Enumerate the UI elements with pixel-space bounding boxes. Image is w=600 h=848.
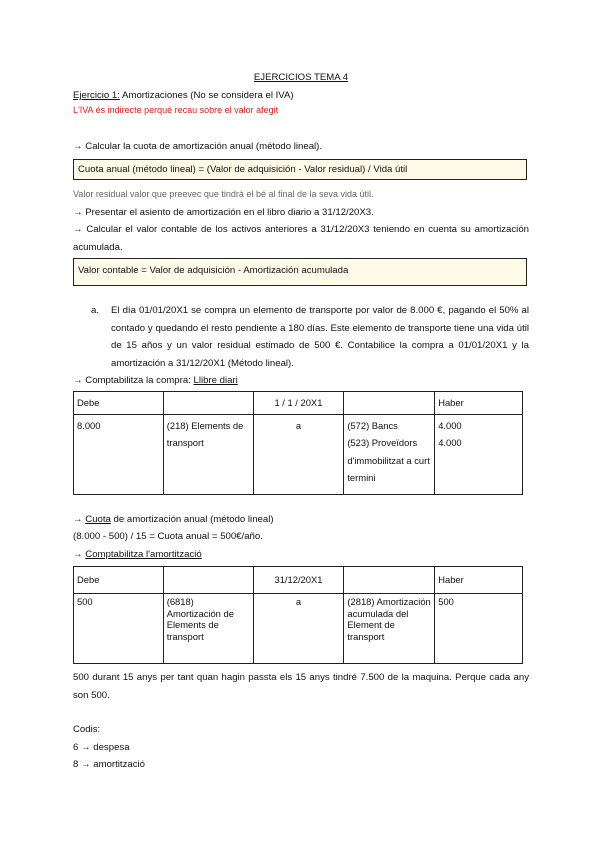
debe-amount: 500 — [74, 594, 164, 664]
quota-link: Cuota — [85, 514, 111, 525]
amortization-journal-table — [73, 566, 523, 664]
present-entry-instruction: → Presentar el asiento de amortización en el libro diario a 31/12/20X3. — [73, 207, 374, 218]
header-blank-1 — [163, 567, 253, 594]
haber-amount-2: 4.000 — [438, 437, 462, 448]
conclusion-text: 500 durant 15 anys per tant quan hagin passta els 15 anys tindré 7.500 de la maquina. Perque cada any son 500. — [73, 672, 529, 701]
formula-quota-box: Cuota anual (método lineal) = (Valor de adquisición - Valor residual) / Vida útil — [73, 159, 527, 180]
llibre-diari-label: Llibre diari — [193, 375, 238, 386]
header-blank-2 — [344, 567, 435, 594]
table-header-row — [74, 392, 523, 415]
amortization-heading — [73, 548, 202, 561]
purchase-journal-table — [73, 391, 523, 495]
quota-heading-prefix: → — [73, 514, 86, 525]
haber-amount-1: 4.000 — [438, 419, 462, 431]
codes-label: Codis: — [73, 724, 101, 735]
header-blank-1 — [163, 392, 253, 415]
header-date: 1 / 1 / 20X1 — [253, 392, 344, 415]
formula-value-box: Valor contable = Valor de adquisición - Amortización acumulada — [73, 258, 527, 286]
credit-account-bancs: (572) Bancs — [347, 419, 398, 431]
header-debe: Debe — [74, 567, 164, 594]
item-a-text: El día 01/01/20X1 se compra un elemento de transporte por valor de 8.000 €, pagando el 50% al contado y quedando el resto pendiente a 180 días. Este elemento de transporte tiene una vida útil de 15 años y un valor residual estimado de 500 €. Contabilice la compra a 01/01/20X1 y la amortización a 31/12/20X1 (Método lineal). — [111, 305, 529, 369]
calc-quota-instruction: → Calcular la cuota de amortización anual (método lineal). — [73, 141, 323, 152]
haber-amount: 500 — [435, 594, 523, 664]
document-title: EJERCICIOS TEMA 4 — [253, 72, 349, 83]
amortization-link: Comptabilitza l'amortització — [85, 549, 202, 560]
credit-accounts — [344, 414, 435, 494]
quota-heading-rest: de amortización anual (método lineal) — [110, 514, 274, 525]
debit-account: (218) Elements de transport — [163, 414, 253, 494]
purchase-heading-prefix: → Comptabilitza la compra: — [73, 375, 194, 386]
exercise-label: Ejercicio 1: — [73, 90, 120, 101]
debit-account: (6818) Amortización de Elements de transport — [163, 594, 253, 664]
purchase-heading — [73, 374, 238, 387]
exercise-item-a — [91, 302, 529, 372]
residual-value-note: Valor residual valor que preevec que tindrà el bé al final de la seva vida útil. — [73, 189, 374, 199]
header-date: 31/12/20X1 — [253, 567, 344, 594]
debe-amount: 8.000 — [74, 414, 164, 494]
haber-amounts — [435, 414, 523, 494]
header-haber: Haber — [435, 567, 523, 594]
quota-calculation: (8.000 - 500) / 15 = Cuota anual = 500€/año. — [73, 531, 263, 542]
a-separator: a — [253, 414, 344, 494]
a-separator: a — [253, 594, 344, 664]
table-header-row — [74, 567, 523, 594]
calc-value-instruction: → Calcular el valor contable de los activos anteriores a 31/12/20X3 teniendo en cuenta su amortización acumulada. — [73, 224, 529, 253]
header-debe: Debe — [74, 392, 164, 415]
header-blank-2 — [344, 392, 435, 415]
code-item: 8 → amortització — [73, 759, 145, 770]
header-haber: Haber — [435, 392, 523, 415]
credit-account: (2818) Amortización acumulada del Element de transport — [344, 594, 435, 664]
quota-heading — [73, 513, 274, 526]
item-marker: a. — [91, 305, 100, 316]
credit-account-proveidors: (523) Proveïdors d'immobilitzat a curt termini — [347, 437, 430, 483]
iva-note: L'IVA és indirecte perquè recau sobre el valor afegit — [73, 105, 279, 115]
table-row — [74, 594, 523, 664]
table-row — [74, 414, 523, 494]
exercise-heading — [73, 89, 294, 102]
code-item: 6 → despesa — [73, 742, 130, 753]
amort-heading-prefix: → — [73, 549, 86, 560]
exercise-subtitle: Amortizaciones (No se considera el IVA) — [119, 90, 294, 101]
